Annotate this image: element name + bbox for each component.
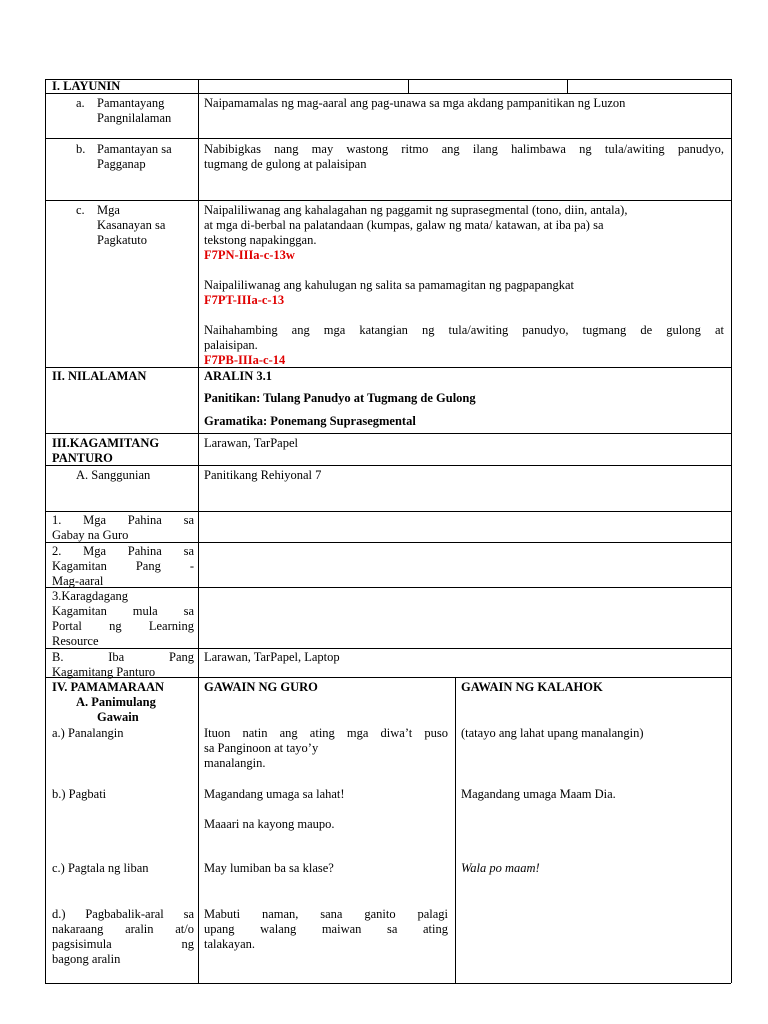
- item-b-label: [97, 142, 172, 172]
- kagamitan-heading: [52, 436, 159, 466]
- competency-code: F7PN-IIIa-c-13w: [204, 248, 295, 262]
- item-b-marker: b.: [76, 142, 86, 156]
- panimulang-gawain-label: [76, 695, 156, 725]
- label-line: Gabay na Guro: [52, 528, 129, 542]
- item-a-label-line: Pangnilalaman: [97, 111, 172, 125]
- panalangin-guro: [204, 726, 448, 771]
- pagbabalik-aral-label: [52, 907, 194, 967]
- text-line: sa Panginoon at tayo’y: [204, 741, 319, 755]
- pamantayang-pangnilalaman-text: Naipamamalas ng mag-aaral ang pag-unawa sa mga akdang pampanitikan ng Luzon: [204, 96, 626, 110]
- label-line: Gawain: [97, 710, 139, 724]
- pagbati-guro: [204, 787, 448, 832]
- panitikan-title: Panitikan: Tulang Panudyo at Tugmang de Gulong: [204, 391, 476, 405]
- item-c-marker: c.: [76, 203, 85, 217]
- item-a-label: [97, 96, 171, 126]
- item-a-label-line: Pamantayang: [97, 96, 165, 110]
- label-line: nakaraang aralin at/o: [52, 922, 194, 936]
- sanggunian-label: A. Sanggunian: [76, 468, 151, 482]
- text-line: Naipaliliwanag ang kahalagahan ng paggamit ng suprasegmental (tono, diin, antala),: [204, 203, 628, 217]
- label-line: d.) Pagbabalik-aral sa: [52, 907, 194, 921]
- label-line: Resource: [52, 634, 99, 648]
- label-line: Mag-aaral: [52, 574, 104, 588]
- text-line: tugmang de gulong at palaisipan: [204, 157, 367, 171]
- kagamitan-value: Larawan, TarPapel: [204, 436, 298, 450]
- text-line: upang walang maiwan sa ating: [204, 922, 448, 936]
- text-line: Naipaliliwanag ang kahulugan ng salita sa pamamagitan ng pagpapangkat: [204, 278, 575, 292]
- label-line: pagsisimula ng: [52, 937, 194, 951]
- item-c-label-line: Mga: [97, 203, 120, 217]
- label-line: Kagamitang Panturo: [52, 665, 156, 679]
- text-line: at mga di-berbal na palatandaan (kumpas, galaw ng mata/ katawan, at iba pa) sa: [204, 218, 604, 232]
- label-line: Kagamitan Pang -: [52, 559, 194, 573]
- spacer: [204, 263, 724, 278]
- nilalaman-heading: II. NILALAMAN: [52, 369, 147, 383]
- text-line: manalangin.: [204, 756, 266, 770]
- text-line: Mabuti naman, sana ganito palagi: [204, 907, 448, 921]
- pagtala-kalahok: Wala po maam!: [461, 861, 540, 875]
- pahina-kagamitan-label: [52, 544, 194, 589]
- item-c-label-line: Pagkatuto: [97, 233, 147, 247]
- panalangin-kalahok: (tatayo ang lahat upang manalangin): [461, 726, 644, 740]
- label-line: 3.Karagdagang: [52, 589, 129, 603]
- iba-pang-kagamitan-label: [52, 650, 194, 680]
- text-line: palaisipan.: [204, 338, 258, 352]
- gramatika-title: Gramatika: Ponemang Suprasegmental: [204, 414, 416, 428]
- pamantayan-sa-pagganap-text: [204, 142, 724, 172]
- text-line: Magandang umaga sa lahat!: [204, 787, 345, 801]
- item-b-label-line: Pagganap: [97, 157, 146, 171]
- sanggunian-value: Panitikang Rehiyonal 7: [204, 468, 322, 482]
- label-line: Portal ng Learning: [52, 619, 194, 633]
- karagdagang-kagamitan-label: [52, 589, 194, 649]
- text-line: Nabibigkas nang may wastong ritmo ang ilang halimbawa ng tula/awiting panudyo,: [204, 142, 724, 156]
- text-line: tekstong napakinggan.: [204, 233, 317, 247]
- pagbati-label: b.) Pagbati: [52, 787, 107, 801]
- kasanayan-text: [204, 203, 724, 368]
- label-line: bagong aralin: [52, 952, 121, 966]
- text-line: Ituon natin ang ating mga diwa’t puso: [204, 726, 448, 740]
- heading-line: III.KAGAMITANG: [52, 436, 160, 450]
- panalangin-label: a.) Panalangin: [52, 726, 124, 740]
- pagbabalik-aral-guro: [204, 907, 448, 952]
- heading-line: PANTURO: [52, 451, 113, 465]
- item-c-label: [97, 203, 165, 248]
- text-line: Maaari na kayong maupo.: [204, 817, 335, 831]
- label-line: 2. Mga Pahina sa: [52, 544, 194, 558]
- label-line: A. Panimulang: [76, 695, 156, 709]
- pahina-gabay-label: [52, 513, 194, 543]
- gawain-ng-guro-header: GAWAIN NG GURO: [204, 680, 318, 694]
- iba-pang-kagamitan-value: Larawan, TarPapel, Laptop: [204, 650, 340, 664]
- label-line: Kagamitan mula sa: [52, 604, 194, 618]
- spacer: [204, 802, 448, 817]
- pagtala-guro: May lumiban ba sa klase?: [204, 861, 334, 875]
- label-line: 1. Mga Pahina sa: [52, 513, 194, 527]
- label-line: B. Iba Pang: [52, 650, 194, 664]
- competency-code: F7PT-IIIa-c-13: [204, 293, 285, 307]
- spacer: [204, 308, 724, 323]
- item-c-label-line: Kasanayan sa: [97, 218, 166, 232]
- text-line: talakayan.: [204, 937, 256, 951]
- item-b-label-line: Pamantayan sa: [97, 142, 172, 156]
- item-a-marker: a.: [76, 96, 85, 110]
- aralin-title: ARALIN 3.1: [204, 369, 273, 383]
- pagbati-kalahok: Magandang umaga Maam Dia.: [461, 787, 616, 801]
- layunin-heading: I. LAYUNIN: [52, 79, 121, 93]
- competency-code: F7PB-IIIa-c-14: [204, 353, 286, 367]
- pamamaraan-heading: IV. PAMAMARAAN: [52, 680, 165, 694]
- pagtala-label: c.) Pagtala ng liban: [52, 861, 149, 875]
- text-line: Naihahambing ang mga katangian ng tula/awiting panudyo, tugmang de gulong at: [204, 323, 724, 337]
- gawain-ng-kalahok-header: GAWAIN NG KALAHOK: [461, 680, 603, 694]
